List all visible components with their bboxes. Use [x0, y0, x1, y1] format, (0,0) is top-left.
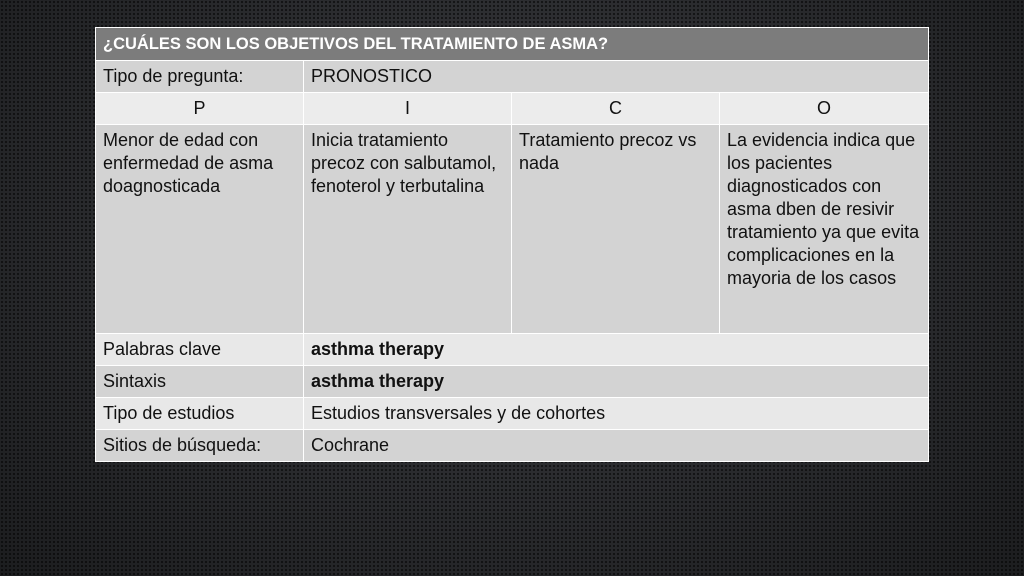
table-title: ¿CUÁLES SON LOS OBJETIVOS DEL TRATAMIENTO DE ASMA?	[96, 28, 929, 61]
study-types-label: Tipo de estudios	[96, 398, 304, 430]
study-types-value: Estudios transversales y de cohortes	[304, 398, 929, 430]
pico-value-p: Menor de edad con enfermedad de asma doagnosticada	[96, 125, 304, 334]
keywords-label: Palabras clave	[96, 334, 304, 366]
pico-header-row	[96, 93, 929, 125]
table-row	[96, 398, 929, 430]
pico-header-c: C	[512, 93, 720, 125]
pico-header-i: I	[304, 93, 512, 125]
pico-header-o: O	[720, 93, 929, 125]
table-title-row	[96, 28, 929, 61]
syntax-label: Sintaxis	[96, 366, 304, 398]
pico-table	[95, 27, 929, 462]
pico-value-i: Inicia tratamiento precoz con salbutamol, fenoterol y terbutalina	[304, 125, 512, 334]
table-row	[96, 334, 929, 366]
table-row	[96, 430, 929, 462]
syntax-value: asthma therapy	[304, 366, 929, 398]
keywords-value: asthma therapy	[304, 334, 929, 366]
pico-value-c: Tratamiento precoz vs nada	[512, 125, 720, 334]
search-sites-value: Cochrane	[304, 430, 929, 462]
search-sites-label: Sitios de búsqueda:	[96, 430, 304, 462]
table-row	[96, 366, 929, 398]
question-type-label: Tipo de pregunta:	[96, 61, 304, 93]
pico-value-o: La evidencia indica que los pacientes diagnosticados con asma dben de resivir tratamiento ya que evita complicaciones en la mayoria de los casos	[720, 125, 929, 334]
pico-values-row	[96, 125, 929, 334]
question-type-value: PRONOSTICO	[304, 61, 929, 93]
pico-header-p: P	[96, 93, 304, 125]
table-row	[96, 61, 929, 93]
